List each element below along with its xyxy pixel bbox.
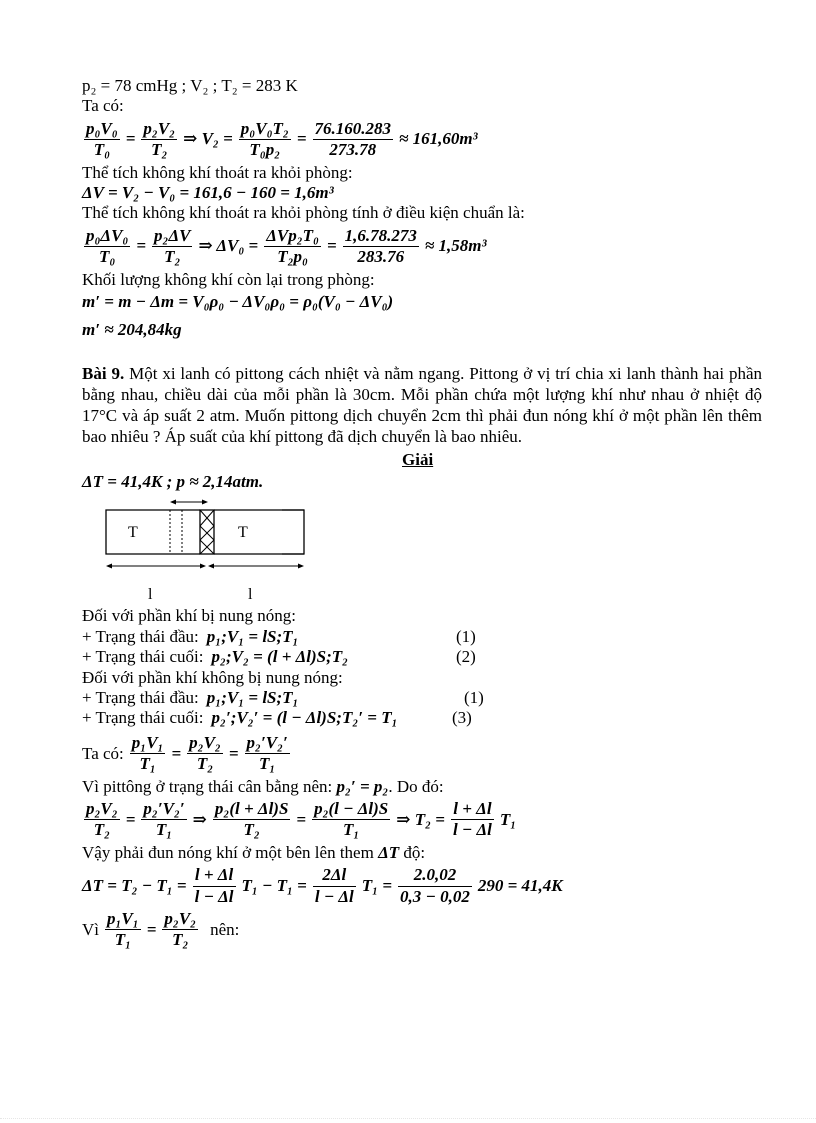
unheated-heading: Đối với phần khí không bị nung nóng:	[82, 667, 343, 687]
equilibrium-line: Vì pittông ở trạng thái cân bằng nên: p₂′ = p₂. Do đó:	[82, 776, 444, 796]
fraction: $\frac{1,6.78.273}{283.76}$	[344, 225, 417, 267]
fraction: $\frac{2.0,02}{0,3 - 0,02}$	[400, 865, 470, 906]
cylinder-svg	[82, 496, 322, 606]
equation-delta-t: ΔT = T₂ − T₁ = $\frac{l + \Delta l}{l - \Delta l}$ T₁ − T₁ = $\frac{2\Delta l}{l - \Delta l}$ T₁ = $\frac{2.0,02}{0,3 - 0,02}$ 290 = 41,4K	[82, 865, 563, 906]
text-line: Thể tích không khí thoát ra khỏi phòng tính ở điều kiện chuẩn là:	[82, 203, 525, 223]
answer-line: ΔT = 41,4K ; p ≈ 2,14atm.	[82, 472, 264, 492]
ta-co-label: Ta có:	[82, 96, 124, 116]
heat-more-line: Vậy phải đun nóng khí ở một bên lên them ΔT độ:	[82, 842, 426, 862]
cylinder-right-wall	[282, 510, 304, 554]
problem-label: Bài 9.	[82, 363, 125, 383]
left-temp-label: T	[128, 524, 138, 542]
equation-t2: $\frac{\text{p₂V₂}}{\text{T₂}}$ = $\frac{\text{p₂′V₂′}}{\text{T₁}}$ ⇒ $\frac{\text{p₂(l + Δl)S}}{\text{T₂}}$ = $\frac{\text{p₂(l − Δl)S}}{\text{T₁}}$ ⇒ T₂ = $\frac{l + \Delta l}{l - \Delta l}$ T₁	[86, 798, 517, 840]
problem-text: Một xi lanh có pittong cách nhiệt và nằm ngang. Pittong ở vị trí chia xi lanh thành hai phần bằng nhau, chiều dài của mỗi phần là 30cm. Mỗi phần chứa một lượng khí như nhau ở nhiệt độ 17°C và áp suất 2 atm. Muốn pittong dịch chuyển 2cm thì phải đun nóng khí ở một phần lên thêm bao nhiêu ? Áp suất của khí pittong đã dịch chuyển là bao nhiêu.	[82, 363, 763, 447]
state-row: + Trạng thái đầu: p₁;V₁ = lS;T₁ (1)	[82, 688, 484, 708]
document-page	[82, 76, 762, 953]
problem-9	[82, 363, 762, 448]
fraction: $\frac{\text{p₁V₁}}{\text{T₁}}$	[131, 732, 164, 774]
state-row: + Trạng thái đầu: p₁;V₁ = lS;T₁ (1)	[82, 626, 476, 646]
fraction: $\frac{\text{p₀V₀}}{\text{T₀}}$	[86, 118, 118, 160]
shift-arrow-right-head	[202, 500, 208, 505]
state-row: + Trạng thái cuối: p₂;V₂ = (l + Δl)S;T₂ (2)	[82, 647, 476, 667]
fraction: $\frac{l + \Delta l}{l - \Delta l}$	[194, 865, 234, 906]
fraction: $\frac{\text{p₂V₂}}{\text{T₂}}$	[143, 118, 176, 160]
fraction: $\frac{\text{p₂V₂}}{\text{T₂}}$	[189, 732, 221, 774]
fraction: $\frac{\text{p₂V₂}}{\text{T₂}}$	[86, 798, 118, 840]
equation-final: Vì $\frac{\text{p₁V₁}}{\text{T₁}}$ = $\frac{\text{p₂V₂}}{\text{T₂}}$ nên:	[82, 908, 240, 950]
equation-delta-v: ΔV = V₂ − V₀ = 161,6 − 160 = 1,6m³	[82, 182, 334, 202]
fraction: $\frac{\text{ΔVp₂T₀}}{\text{T₂p₀}}$	[266, 225, 319, 267]
fraction: $\frac{76.160.283}{273.78}$	[314, 118, 391, 160]
fraction: $\frac{\text{p₂(l + Δl)S}}{\text{T₂}}$	[214, 798, 289, 840]
fraction: $\frac{\text{p₂′V₂′}}{\text{T₁}}$	[143, 798, 185, 840]
text-line: Thể tích không khí thoát ra khỏi phòng:	[82, 162, 353, 182]
equation-mass-result: m′ ≈ 204,84kg	[82, 320, 182, 340]
equation-mass: m′ = m − Δm = V₀ρ₀ − ΔV₀ρ₀ = ρ₀(V₀ − ΔV₀)	[82, 291, 394, 311]
fraction: $\frac{\text{p₀ΔV₀}}{\text{T₀}}$	[86, 225, 129, 267]
fraction: $\frac{\text{p₂(l − Δl)S}}{\text{T₁}}$	[314, 798, 389, 840]
right-length-label: l	[248, 586, 253, 604]
cylinder-diagram	[82, 496, 322, 606]
fraction: $\frac{\text{p₂′V₂′}}{\text{T₁}}$	[246, 732, 288, 774]
page-bottom-rule	[0, 1118, 816, 1119]
solution-heading: Giải	[402, 449, 434, 469]
text-line: Khối lượng không khí còn lại trong phòng:	[82, 269, 375, 289]
left-length-label: l	[148, 586, 153, 604]
right-temp-label: T	[238, 524, 248, 542]
cylinder-left-wall	[106, 510, 128, 554]
equation-v2: $\frac{\text{p₀V₀}}{\text{T₀}}$ = $\frac{\text{p₂V₂}}{\text{T₂}}$ ⇒ V₂ = $\frac{\text{p₀V₀T₂}}{\text{T₀p₂}}$ = $\frac{76.160.283}{273.78}$ ≈ 161,60m³	[86, 118, 478, 160]
fraction: $\frac{\text{p₂ΔV}}{\text{T₂}}$	[154, 225, 191, 267]
equation-state: Ta có: $\frac{\text{p₁V₁}}{\text{T₁}}$ = $\frac{\text{p₂V₂}}{\text{T₂}}$ = $\frac{\text{p₂′V₂′}}{\text{T₁}}$	[82, 732, 288, 774]
shift-arrow-left-head	[170, 500, 176, 505]
heated-heading: Đối với phần khí bị nung nóng:	[82, 606, 296, 626]
fraction: $\frac{2\Delta l}{l - \Delta l}$	[314, 865, 354, 906]
equation-delta-v0: $\frac{\text{p₀ΔV₀}}{\text{T₀}}$ = $\frac{\text{p₂ΔV}}{\text{T₂}}$ ⇒ ΔV₀ = $\frac{\text{ΔVp₂T₀}}{\text{T₂p₀}}$ = $\frac{1,6.78.273}{283.76}$ ≈ 1,58m³	[86, 225, 487, 267]
fraction: $\frac{\text{p₁V₁}}{\text{T₁}}$	[107, 908, 139, 950]
given-line: p₂ = 78 cmHg ; V₂ ; T₂ = 283 K	[82, 76, 298, 95]
fraction: $\frac{l + \Delta l}{l - \Delta l}$	[452, 798, 492, 840]
state-row: + Trạng thái cuối: p₂′;V₂′ = (l − Δl)S;T₂′ = T₁ (3)	[82, 708, 472, 728]
fraction: $\frac{\text{p₂V₂}}{\text{T₂}}$	[164, 908, 197, 950]
fraction: $\frac{\text{p₀V₀T₂}}{\text{T₀p₂}}$	[240, 118, 289, 160]
